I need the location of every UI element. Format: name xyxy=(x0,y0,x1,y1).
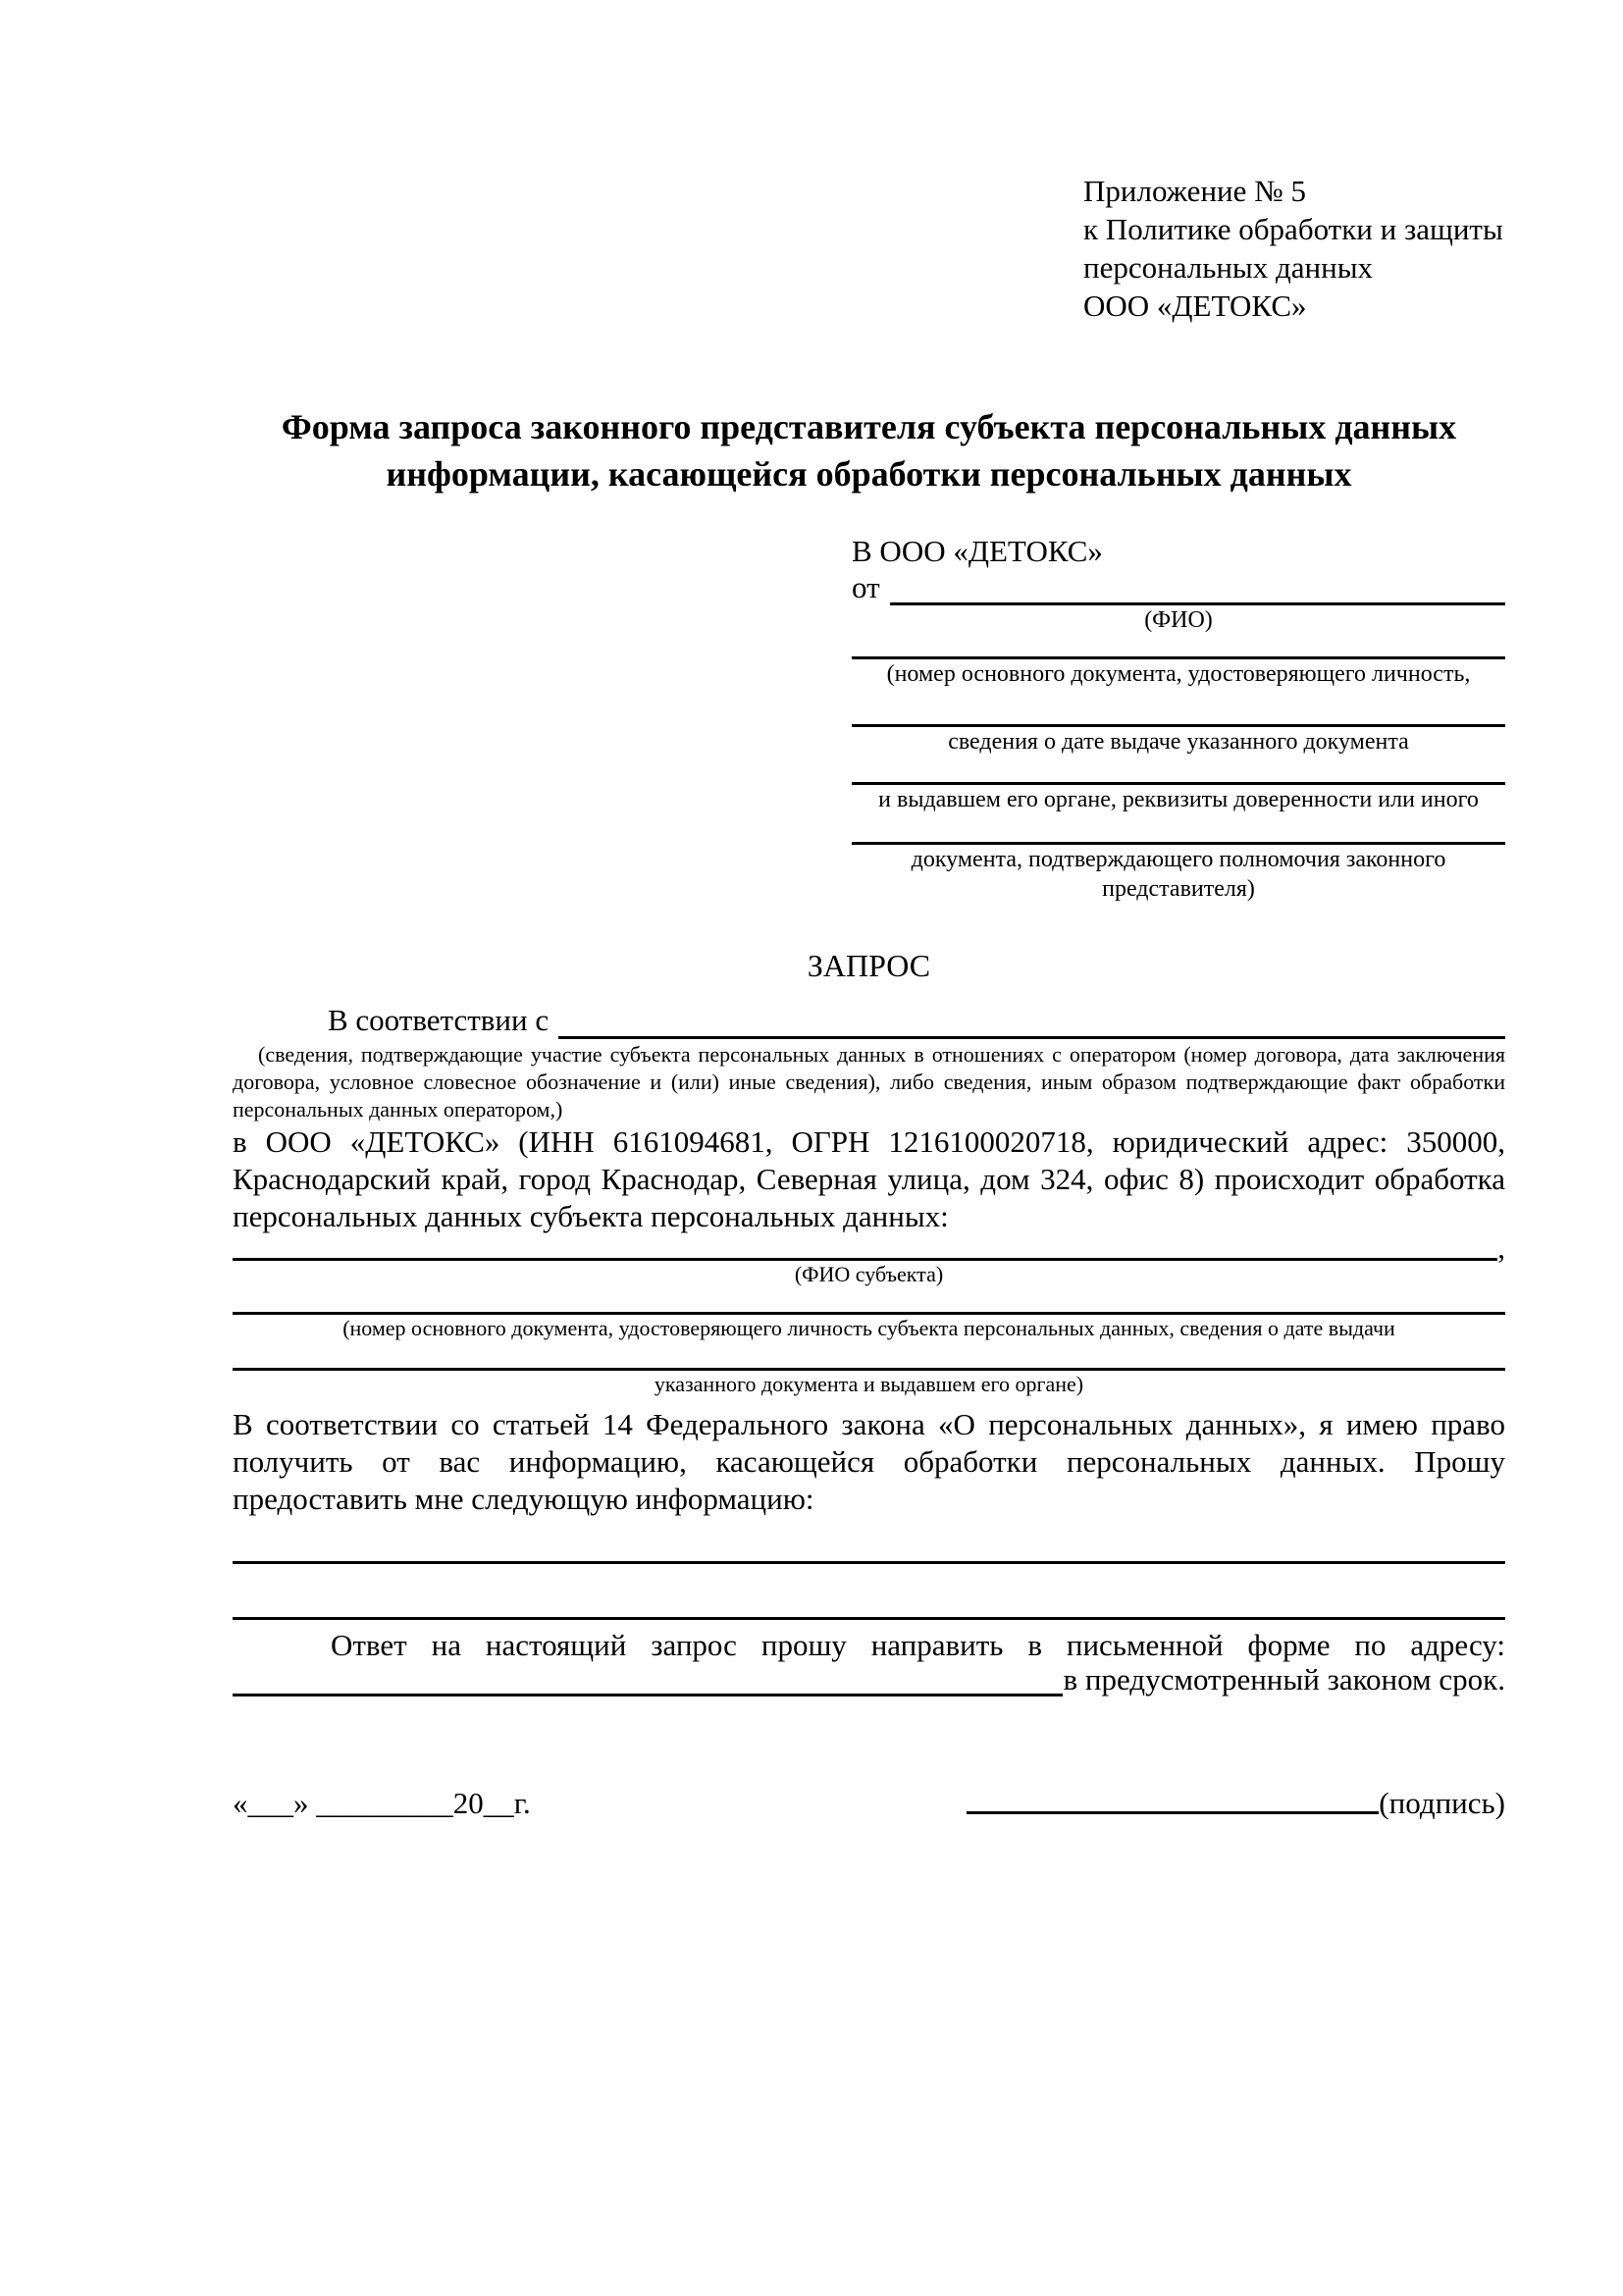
fio-caption: (ФИО) xyxy=(1144,607,1213,633)
field-caption: и выдавшем его органе, реквизиты доверенности или иного xyxy=(878,787,1479,812)
appendix-line: Приложение № 5 xyxy=(1083,174,1306,208)
fill-in-line xyxy=(233,1617,1505,1620)
signature-fill-in-line xyxy=(967,1811,1379,1814)
document-title-line: информации, касающейся обработки персональных данных xyxy=(386,454,1352,494)
subject-fio-row xyxy=(233,1230,1505,1265)
subject-doc-caption: (номер основного документа, удостоверяющего личность субъекта персональных данных, сведения о дате выдачи xyxy=(342,1316,1395,1340)
field-caption: сведения о дате выдаче указанного документа xyxy=(948,729,1409,755)
from-fill-in-line xyxy=(890,570,1505,605)
operator-paragraph: в ООО «ДЕТОКС» (ИНН 6161094681, ОГРН 1216100020718, юридический адрес: 350000, Краснодарский край, город Краснодар, Северная улица, дом 324, офис 8) происходит обработка персональных данных субъекта персональных данных: xyxy=(233,1124,1505,1233)
signature-group xyxy=(967,1787,1505,1820)
signature-caption: (подпись) xyxy=(1379,1786,1505,1820)
address-fill-in-line xyxy=(233,1663,1063,1696)
date-placeholder: «___» _________20__г. xyxy=(233,1786,531,1820)
field-caption: документа, подтверждающего полномочия законного представителя) xyxy=(911,847,1446,902)
fill-in-line xyxy=(852,689,1505,727)
fill-in-line xyxy=(852,635,1505,659)
request-heading: ЗАПРОС xyxy=(807,948,931,983)
appendix-line: персональных данных xyxy=(1083,250,1374,285)
accordance-footnote: (сведения, подтверждающие участие субъекта персональных данных в отношениях с оператором (номер договора, дата заключения договора, условное словесное обозначение и (или) иные сведения), либо сведения, иным образом подтверждающие факт обработки персональных данных оператором,) xyxy=(233,1042,1505,1122)
footer-row xyxy=(233,1787,1505,1820)
address-row xyxy=(233,1663,1505,1696)
field-caption: (номер основного документа, удостоверяющего личность, xyxy=(886,661,1471,687)
addressee-block xyxy=(852,533,1505,904)
appendix-line: ООО «ДЕТОКС» xyxy=(1083,288,1307,323)
document-title xyxy=(233,403,1505,497)
subject-fio-caption: (ФИО субъекта) xyxy=(794,1262,944,1286)
answer-suffix: в предусмотренный законом срок. xyxy=(1063,1662,1505,1696)
answer-paragraph: Ответ на настоящий запрос прошу направить в письменной форме по адресу: xyxy=(331,1628,1505,1662)
from-field-row xyxy=(852,570,1505,605)
accordance-label: В соответствии с xyxy=(328,1003,550,1037)
subject-line-comma: , xyxy=(1497,1230,1505,1265)
accordance-row xyxy=(233,1002,1505,1039)
fill-in-line xyxy=(233,1561,1505,1564)
addressee-organization: В ООО «ДЕТОКС» xyxy=(852,534,1103,568)
from-label: от xyxy=(852,570,880,604)
document-title-line: Форма запроса законного представителя субъекта персональных данных xyxy=(281,407,1457,446)
accordance-fill-in-line xyxy=(558,1002,1505,1039)
law-paragraph: В соответствии со статьей 14 Федерального закона «О персональных данных», я имею право получить от вас информацию, касающейся обработки персональных данных. Прошу предоставить мне следующую информацию: xyxy=(233,1407,1505,1516)
fill-in-line xyxy=(852,757,1505,785)
subject-doc-caption: указанного документа и выдавшем его органе) xyxy=(654,1372,1084,1396)
subject-fio-fill-in-line xyxy=(233,1235,1497,1261)
appendix-line: к Политике обработки и защиты xyxy=(1083,212,1503,246)
appendix-block xyxy=(1083,172,1505,325)
fill-in-line xyxy=(852,814,1505,845)
